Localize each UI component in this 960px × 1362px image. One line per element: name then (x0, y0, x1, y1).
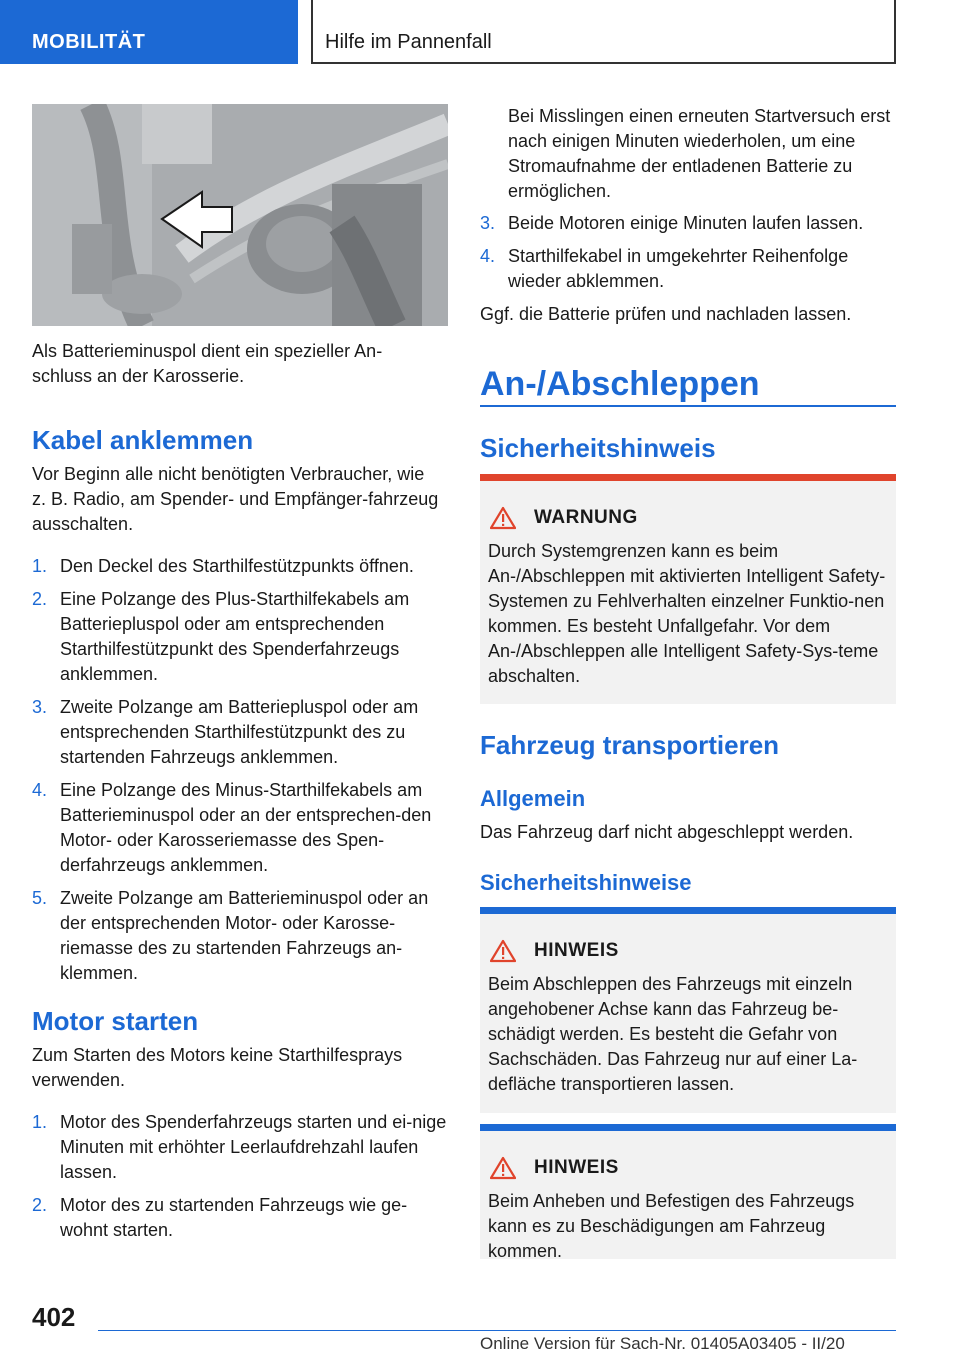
page-number: 402 (32, 1302, 76, 1332)
footer-rule (98, 1330, 896, 1331)
heading-sicherheitshinweise: Sicherheitshinweise (480, 870, 692, 895)
kabel-steps (32, 554, 448, 994)
heading-fahrzeug-transportieren: Fahrzeug transportieren (480, 730, 780, 760)
hint-text: Beim Abschleppen des Fahrzeugs mit einzeln angehobener Achse kann das Fahrzeug be-schädigt werden. Es besteht die Gefahr von Sachschäden. Das Fahrzeug nur auf einer La-defläche transportieren lassen. (488, 974, 858, 1094)
list-item: 4. Eine Polzange des Minus-Starthilfekabels am Batterieminuspol oder an der entsprechen-den Motor- oder Karosseriemasse des Spen-derfahrzeugs anklemmen. (32, 780, 432, 875)
heading-an-abschleppen: An-/Abschleppen (480, 365, 760, 403)
chapter-title: Hilfe im Pannenfall (311, 0, 896, 64)
heading-allgemein: Allgemein (480, 786, 586, 811)
motor-steps-continued (480, 211, 896, 302)
warning-triangle-icon (490, 506, 516, 530)
motor-steps (32, 1110, 448, 1251)
warning-text: Durch Systemgrenzen kann es beim An-/Abschleppen mit aktivierten Intelligent Safety-Systemen zu Fehlverhalten einzelner Funktio-nen kommen. Es besteht Unfallgefahr. Vor dem An-/Abschleppen alle Intelligent Safety-Sys-teme abschalten. (488, 541, 886, 686)
battery-check-text: Ggf. die Batterie prüfen und nachladen lassen. (480, 304, 852, 324)
hint-bar (480, 907, 896, 914)
warning-label: WARNUNG (534, 507, 638, 528)
heading-rule (480, 405, 896, 407)
list-item: 3. Beide Motoren einige Minuten laufen lassen. (480, 213, 864, 233)
warning-bar (480, 474, 896, 481)
heading-kabel-anklemmen: Kabel anklemmen (32, 425, 254, 455)
engine-bay-image (32, 104, 448, 326)
engine-bay-illustration (32, 104, 448, 326)
list-item: 4. Starthilfekabel in umgekehrter Reihenfolge wieder abklemmen. (480, 246, 849, 291)
warning-box (480, 474, 896, 704)
hint-text: Beim Anheben und Befestigen des Fahrzeugs kann es zu Beschädigungen am Fahrzeug kommen. (488, 1191, 855, 1261)
warning-triangle-icon (490, 1156, 516, 1180)
figure-caption: Als Batterieminuspol dient ein spezieller An- schluss an der Karosserie. (32, 341, 383, 386)
hint-label: HINWEIS (534, 940, 619, 961)
retry-text: Bei Misslingen einen erneuten Startversuch erst nach einigen Minuten wiederholen, um eine Stromaufnahme der entladenen Batterie zu ermöglichen. (508, 106, 891, 201)
list-item: 1. Den Deckel des Starthilfestützpunkts öffnen. (32, 556, 414, 576)
heading-sicherheitshinweis: Sicherheitshinweis (480, 433, 716, 463)
hint-bar (480, 1124, 896, 1131)
list-item: 2. Motor des zu startenden Fahrzeugs wie ge-wohnt starten. (32, 1195, 408, 1240)
hint-label: HINWEIS (534, 1157, 619, 1178)
warning-header (480, 481, 896, 533)
hint-header (480, 1131, 896, 1183)
hint-header (480, 914, 896, 966)
online-version-text: Online Version für Sach-Nr. 01405A03405 - II/20 (480, 1334, 845, 1353)
section-tab: MOBILITÄT (0, 0, 298, 64)
list-item: 3. Zweite Polzange am Batteriepluspol oder am entsprechenden Starthilfestützpunkt des zu startenden Fahrzeugs anklemmen. (32, 697, 419, 767)
motor-intro: Zum Starten des Motors keine Starthilfesprays verwenden. (32, 1045, 403, 1090)
allgemein-text: Das Fahrzeug darf nicht abgeschleppt werden. (480, 822, 854, 842)
heading-motor-starten: Motor starten (32, 1006, 199, 1036)
hint-box-2 (480, 1124, 896, 1259)
list-item: 1. Motor des Spenderfahrzeugs starten und ei-nige Minuten mit erhöhter Leerlaufdrehzahl laufen lassen. (32, 1112, 447, 1182)
warning-triangle-icon (490, 939, 516, 963)
list-item: 2. Eine Polzange des Plus-Starthilfekabels am Batteriepluspol oder am entsprechenden Starthilfestützpunkt des Spenderfahrzeugs anklemmen. (32, 589, 410, 684)
hint-box-1 (480, 907, 896, 1113)
list-item: 5. Zweite Polzange am Batterieminuspol oder an der entsprechenden Motor- oder Karosse-riemasse des zu startenden Fahrzeugs an-klemmen. (32, 888, 429, 983)
kabel-intro: Vor Beginn alle nicht benötigten Verbraucher, wie z. B. Radio, am Spender- und Empfänger-fahrzeug ausschalten. (32, 464, 439, 534)
